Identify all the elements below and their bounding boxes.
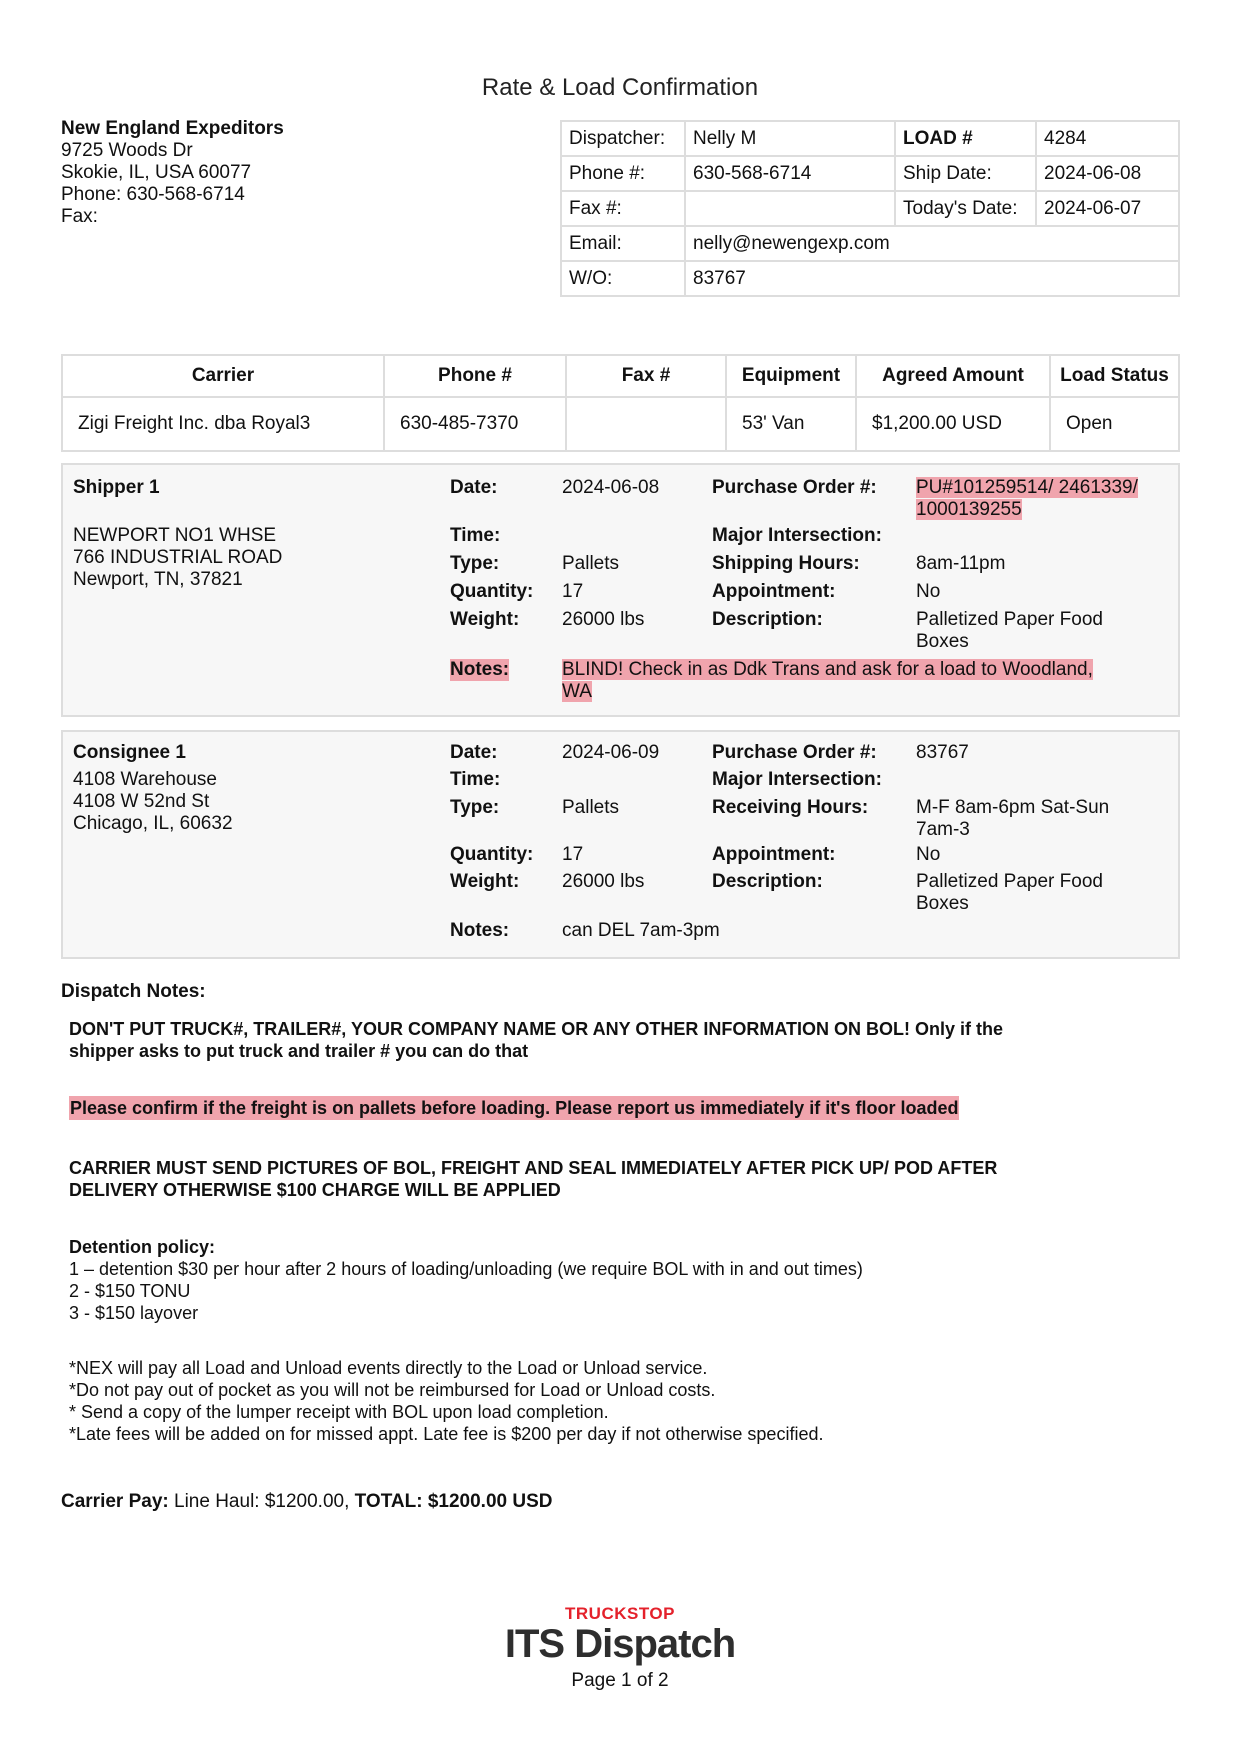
- consignee-quantity-label: Quantity:: [450, 844, 534, 865]
- header-phone: Phone #: [384, 355, 566, 397]
- consignee-hours-line2: 7am-3: [916, 819, 970, 840]
- shipper-time-label: Time:: [450, 525, 501, 546]
- dispatch-note-pictures: [69, 1157, 1169, 1201]
- shipper-type-label: Type:: [450, 553, 500, 574]
- shipper-name: NEWPORT NO1 WHSE: [73, 525, 277, 546]
- dispatch-note-pictures-line1: CARRIER MUST SEND PICTURES OF BOL, FREIGHT AND SEAL IMMEDIATELY AFTER PICK UP/ POD AFTER: [69, 1158, 998, 1178]
- carrier-row: [62, 397, 1179, 451]
- page-number: Page 1 of 2: [571, 1670, 669, 1691]
- consignee-appointment: No: [916, 844, 941, 865]
- shipper-notes-line2: WA: [562, 681, 592, 702]
- phone-label: Phone #:: [561, 156, 685, 191]
- consignee-type: Pallets: [562, 797, 620, 818]
- consignee-hours-label: Receiving Hours:: [712, 797, 869, 818]
- consignee-time-label: Time:: [450, 769, 501, 790]
- consignee-hours-line1: M-F 8am-6pm Sat-Sun: [916, 797, 1110, 818]
- shipper-quantity: 17: [562, 581, 584, 602]
- consignee-title: Consignee 1: [73, 742, 186, 763]
- company-address-line1: 9725 Woods Dr: [61, 140, 193, 161]
- shipper-notes: [562, 659, 1093, 703]
- terms-item: * Send a copy of the lumper receipt with BOL upon load completion.: [69, 1402, 609, 1422]
- detention-item: 1 – detention $30 per hour after 2 hours of loading/unloading (we require BOL with in and out times): [69, 1259, 863, 1279]
- email-label: Email:: [561, 226, 685, 261]
- consignee-name: 4108 Warehouse: [73, 769, 218, 790]
- carrier-table: [61, 354, 1180, 452]
- consignee-quantity: 17: [562, 844, 584, 865]
- email-value[interactable]: nelly@newengexp.com: [685, 226, 1179, 261]
- shipper-description-line2: Boxes: [916, 631, 969, 652]
- header-fax: Fax #: [566, 355, 726, 397]
- consignee-description: [916, 871, 1103, 915]
- consignee-city: Chicago, IL, 60632: [73, 813, 233, 834]
- shipper-address: 766 INDUSTRIAL ROAD: [73, 547, 283, 568]
- company-phone: Phone: 630-568-6714: [61, 184, 245, 205]
- consignee-description-label: Description:: [712, 871, 823, 892]
- consignee-date-label: Date:: [450, 742, 498, 763]
- terms-item: *Do not pay out of pocket as you will not be reimbursed for Load or Unload costs.: [69, 1380, 716, 1400]
- shipper-notes-line1: BLIND! Check in as Ddk Trans and ask for a load to Woodland,: [562, 659, 1093, 680]
- header-load-status: Load Status: [1050, 355, 1179, 397]
- consignee-weight-label: Weight:: [450, 871, 520, 892]
- shipper-type: Pallets: [562, 553, 620, 574]
- todays-date-label: Today's Date:: [895, 191, 1036, 226]
- ship-date-value: 2024-06-08: [1036, 156, 1179, 191]
- load-number: 4284: [1036, 121, 1179, 156]
- shipper-po-line1: PU#101259514/ 2461339/: [916, 477, 1138, 498]
- carrier-pay-label: Carrier Pay:: [61, 1491, 169, 1512]
- shipper-city: Newport, TN, 37821: [73, 569, 243, 590]
- shipper-hours: 8am-11pm: [916, 553, 1006, 574]
- shipper-weight-label: Weight:: [450, 609, 520, 630]
- shipper-major-intersection-label: Major Intersection:: [712, 525, 882, 546]
- wo-label: W/O:: [561, 261, 685, 296]
- load-label: LOAD #: [895, 121, 1036, 156]
- consignee-appointment-label: Appointment:: [712, 844, 836, 865]
- shipper-description-label: Description:: [712, 609, 823, 630]
- shipper-date: 2024-06-08: [562, 477, 660, 498]
- shipper-po-label: Purchase Order #:: [712, 477, 877, 498]
- carrier-load-status: Open: [1050, 397, 1179, 451]
- carrier-name: Zigi Freight Inc. dba Royal3: [62, 397, 384, 451]
- shipper-description: [916, 609, 1103, 653]
- dispatch-notes-heading: Dispatch Notes:: [61, 981, 206, 1002]
- consignee-type-label: Type:: [450, 797, 500, 818]
- fax-value: [685, 191, 895, 226]
- carrier-phone: 630-485-7370: [384, 397, 566, 451]
- consignee-section: [61, 730, 1180, 959]
- consignee-date: 2024-06-09: [562, 742, 660, 763]
- terms-item: *NEX will pay all Load and Unload events directly to the Load or Unload service.: [69, 1358, 708, 1378]
- shipper-quantity-label: Quantity:: [450, 581, 534, 602]
- shipper-title: Shipper 1: [73, 477, 160, 498]
- shipper-appointment: No: [916, 581, 941, 602]
- carrier-fax: [566, 397, 726, 451]
- detention-policy-heading: Detention policy:: [69, 1237, 216, 1257]
- detention-policy: [69, 1236, 1169, 1324]
- carrier-equipment: 53' Van: [726, 397, 856, 451]
- shipper-weight: 26000 lbs: [562, 609, 645, 630]
- shipper-po-line2: 1000139255: [916, 499, 1022, 520]
- dispatch-note-pictures-line2: DELIVERY OTHERWISE $100 CHARGE WILL BE APPLIED: [69, 1180, 561, 1200]
- consignee-hours: [916, 797, 1109, 841]
- shipper-hours-label: Shipping Hours:: [712, 553, 860, 574]
- dispatch-note-pallets: [69, 1097, 1169, 1119]
- header-equipment: Equipment: [726, 355, 856, 397]
- dispatcher-label: Dispatcher:: [561, 121, 685, 156]
- phone-value: 630-568-6714: [685, 156, 895, 191]
- consignee-address: 4108 W 52nd St: [73, 791, 210, 812]
- company-fax: Fax:: [61, 206, 98, 227]
- shipper-appointment-label: Appointment:: [712, 581, 836, 602]
- dispatch-note-bol-line2: shipper asks to put truck and trailer # you can do that: [69, 1041, 529, 1061]
- company-address-line2: Skokie, IL, USA 60077: [61, 162, 252, 183]
- consignee-notes-label: Notes:: [450, 920, 510, 941]
- detention-item: 3 - $150 layover: [69, 1303, 199, 1323]
- payment-terms: [69, 1357, 1169, 1445]
- fax-label: Fax #:: [561, 191, 685, 226]
- dispatch-info-table: [560, 120, 1180, 297]
- company-block: [61, 118, 284, 228]
- shipper-date-label: Date:: [450, 477, 498, 498]
- consignee-major-intersection-label: Major Intersection:: [712, 769, 882, 790]
- terms-item: *Late fees will be added on for missed appt. Late fee is $200 per day if not otherwise specified.: [69, 1424, 824, 1444]
- shipper-notes-label: Notes:: [450, 659, 510, 680]
- carrier-table-header: [62, 355, 1179, 397]
- dispatch-note-bol: [69, 1018, 1169, 1062]
- detention-item: 2 - $150 TONU: [69, 1281, 191, 1301]
- ship-date-label: Ship Date:: [895, 156, 1036, 191]
- carrier-pay: [61, 1491, 552, 1513]
- shipper-po-number: [916, 477, 1138, 521]
- wo-value: 83767: [685, 261, 1179, 296]
- consignee-notes: can DEL 7am-3pm: [562, 920, 720, 941]
- todays-date-value: 2024-06-07: [1036, 191, 1179, 226]
- header-agreed-amount: Agreed Amount: [856, 355, 1050, 397]
- document-title: Rate & Load Confirmation: [481, 74, 759, 101]
- dispatch-note-bol-line1: DON'T PUT TRUCK#, TRAILER#, YOUR COMPANY NAME OR ANY OTHER INFORMATION ON BOL! Only if the: [69, 1019, 1003, 1039]
- shipper-section: [61, 463, 1180, 717]
- consignee-description-line1: Palletized Paper Food: [916, 871, 1103, 892]
- header-carrier: Carrier: [62, 355, 384, 397]
- company-name: New England Expeditors: [61, 118, 284, 139]
- dispatch-note-pallets-text: Please confirm if the freight is on pallets before loading. Please report us immediately if it's floor loaded: [70, 1098, 959, 1118]
- carrier-pay-total: TOTAL: $1200.00 USD: [354, 1491, 553, 1512]
- consignee-weight: 26000 lbs: [562, 871, 645, 892]
- consignee-po-number: 83767: [916, 742, 969, 763]
- dispatcher-value: Nelly M: [685, 121, 895, 156]
- truckstop-logo-text: TRUCKSTOP: [565, 1604, 675, 1623]
- carrier-pay-line-haul: Line Haul: $1200.00,: [168, 1491, 355, 1512]
- consignee-po-label: Purchase Order #:: [712, 742, 877, 763]
- consignee-description-line2: Boxes: [916, 893, 969, 914]
- its-dispatch-logo: ITS Dispatch: [504, 1622, 736, 1666]
- carrier-agreed-amount: $1,200.00 USD: [856, 397, 1050, 451]
- shipper-description-line1: Palletized Paper Food: [916, 609, 1103, 630]
